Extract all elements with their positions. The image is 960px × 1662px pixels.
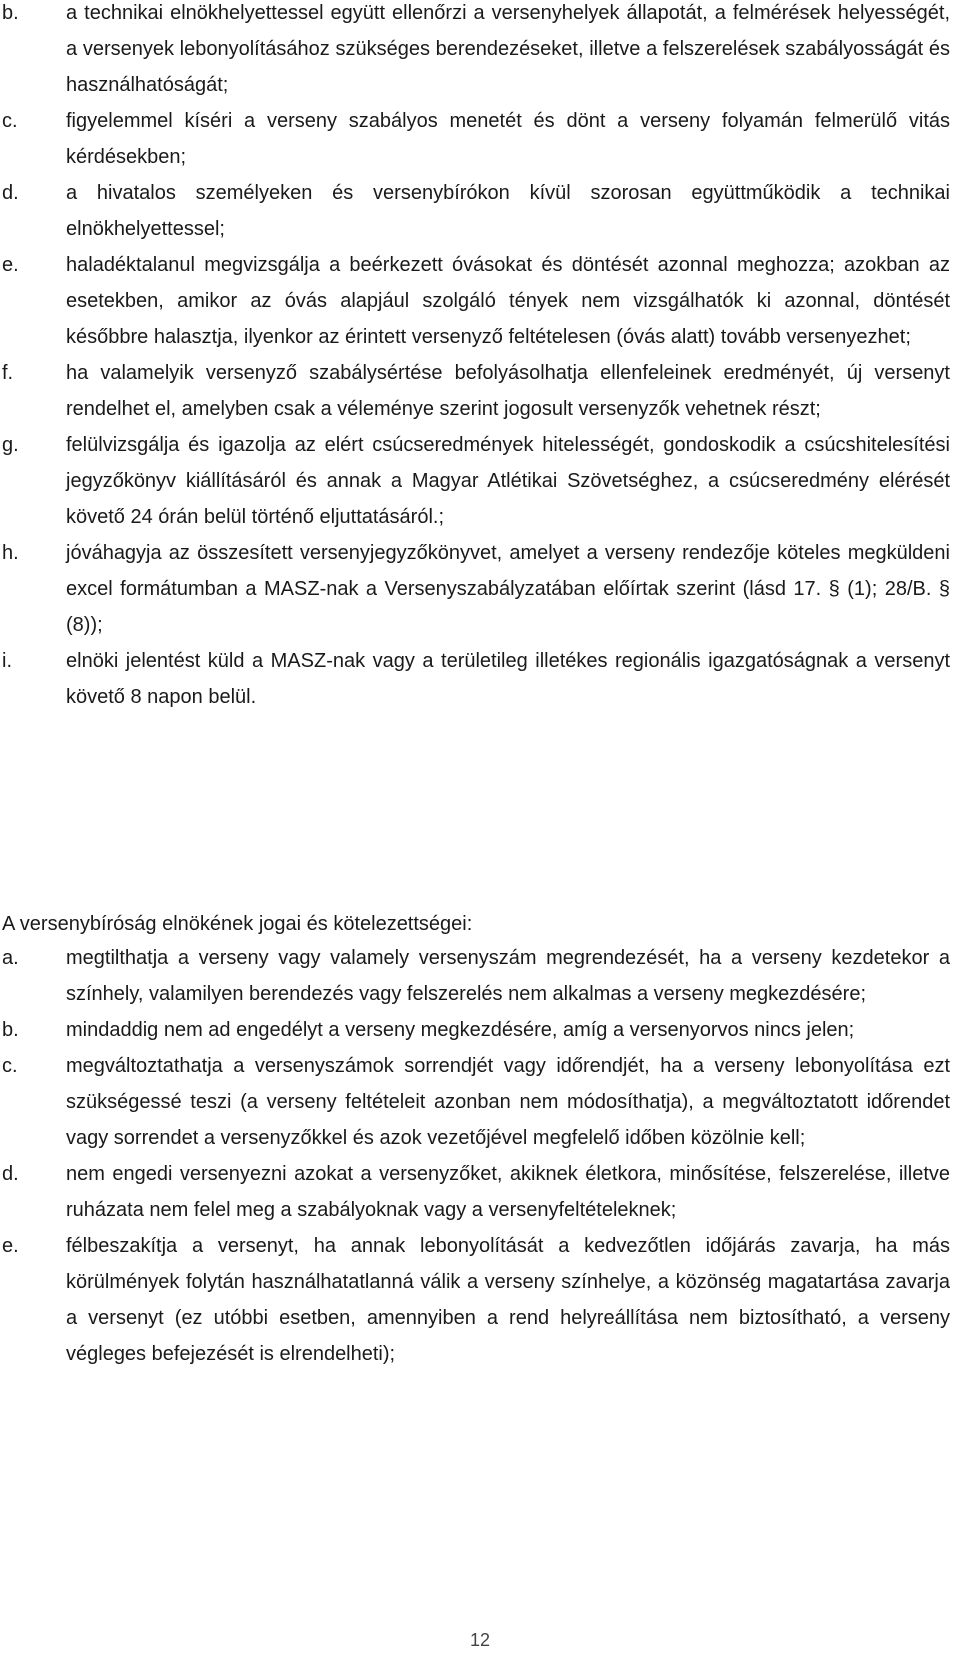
list-marker: e. bbox=[2, 1235, 19, 1257]
list-item-text: ha valamelyik versenyző szabálysértése befolyásolhatja ellenfeleinek eredményét, új versenyt rendelhet el, amelyben csak a véleménye szerint jogosult versenyzők vehetnek részt; bbox=[66, 362, 950, 420]
list-marker: a. bbox=[2, 947, 19, 969]
list-item-text: haladéktalanul megvizsgálja a beérkezett óvásokat és döntését azonnal meghozza; azokban az esetekben, amikor az óvás alapjául szolgáló tények nem vizsgálhatók ki azonnal, döntését későbbre halasztja, ilyenkor az érintett versenyző feltételesen (óvás alatt) tovább versenyezhet; bbox=[66, 254, 950, 348]
list-item-text: megtilthatja a verseny vagy valamely versenyszám megrendezését, ha a verseny kezdetekor a színhely, valamilyen berendezés vagy felszerelés nem alkalmas a verseny megkezdésére; bbox=[66, 947, 950, 1005]
list-item bbox=[0, 355, 960, 427]
list-item-text: figyelemmel kíséri a verseny szabályos menetét és dönt a verseny folyamán felmerülő vitás kérdésekben; bbox=[66, 110, 950, 168]
list-item-text: a technikai elnökhelyettessel együtt ellenőrzi a versenyhelyek állapotát, a felmérések helyességét, a versenyek lebonyolításához szükséges berendezéseket, illetve a felszerelések szabályosságát és használhatóságát; bbox=[66, 2, 950, 96]
list-item-text: nem engedi versenyezni azokat a versenyzőket, akiknek életkora, minősítése, felszerelése, illetve ruházata nem felel meg a szabályoknak vagy a versenyfeltételeknek; bbox=[66, 1163, 950, 1221]
list-marker: g. bbox=[2, 434, 19, 456]
list-item bbox=[0, 247, 960, 355]
list-item-text: a hivatalos személyeken és versenybírókon kívül szorosan együttműködik a technikai elnökhelyettessel; bbox=[66, 182, 950, 240]
list-item bbox=[0, 535, 960, 643]
duties-list bbox=[0, 0, 960, 715]
list-item bbox=[0, 643, 960, 715]
list-item bbox=[0, 427, 960, 535]
list-marker: f. bbox=[2, 362, 14, 384]
list-item bbox=[0, 1012, 960, 1048]
list-marker: b. bbox=[2, 2, 19, 24]
list-marker: h. bbox=[2, 542, 19, 564]
list-marker: c. bbox=[2, 110, 18, 132]
list-marker: d. bbox=[2, 1163, 19, 1185]
list-item bbox=[0, 1156, 960, 1228]
list-marker: b. bbox=[2, 1019, 19, 1041]
list-item-text: mindaddig nem ad engedélyt a verseny megkezdésére, amíg a versenyorvos nincs jelen; bbox=[66, 1019, 855, 1041]
list-item bbox=[0, 1228, 960, 1372]
list-item-text: felülvizsgálja és igazolja az elért csúcseredmények hitelességét, gondoskodik a csúcshitelesítési jegyzőkönyv kiállításáról és annak a Magyar Atlétikai Szövetséghez, a csúcseredmény elérését követő 24 órán belül történő eljuttatásáról.; bbox=[66, 434, 950, 528]
list-marker: e. bbox=[2, 254, 19, 276]
list-item bbox=[0, 103, 960, 175]
list-item bbox=[0, 175, 960, 247]
list-marker: d. bbox=[2, 182, 19, 204]
list-marker: i. bbox=[2, 650, 12, 672]
page-number: 12 bbox=[469, 1630, 491, 1650]
list-item-text: elnöki jelentést küld a MASZ-nak vagy a területileg illetékes regionális igazgatóságnak a versenyt követő 8 napon belül. bbox=[66, 650, 950, 708]
section-heading: A versenybíróság elnökének jogai és kötelezettségei: bbox=[2, 913, 473, 935]
list-item bbox=[0, 0, 960, 103]
list-item bbox=[0, 940, 960, 1012]
list-item-text: megváltoztathatja a versenyszámok sorrendjét vagy időrendjét, ha a verseny lebonyolítása ezt szükségessé teszi (a verseny feltételeit azonban nem módosíthatja), a megváltoztatott időrendet vagy sorrendet a versenyzőkkel és azok vezetőjével megfelelő időben közölnie kell; bbox=[66, 1055, 950, 1149]
list-marker: c. bbox=[2, 1055, 18, 1077]
list-item bbox=[0, 1048, 960, 1156]
list-item-text: félbeszakítja a versenyt, ha annak lebonyolítását a kedvezőtlen időjárás zavarja, ha más körülmények folytán használhatatlanná válik a verseny színhelye, a közönség magatartása zavarja a versenyt (ez utóbbi esetben, amennyiben a rend helyreállítása nem biztosítható, a verseny végleges befejezését is elrendelheti); bbox=[66, 1235, 950, 1365]
list-item-text: jóváhagyja az összesített versenyjegyzőkönyvet, amelyet a verseny rendezője köteles megküldeni excel formátumban a MASZ-nak a Versenyszabályzatában előírtak szerint (lásd 17. § (1); 28/B. § (8)); bbox=[66, 542, 950, 636]
rights-list bbox=[0, 940, 960, 1372]
